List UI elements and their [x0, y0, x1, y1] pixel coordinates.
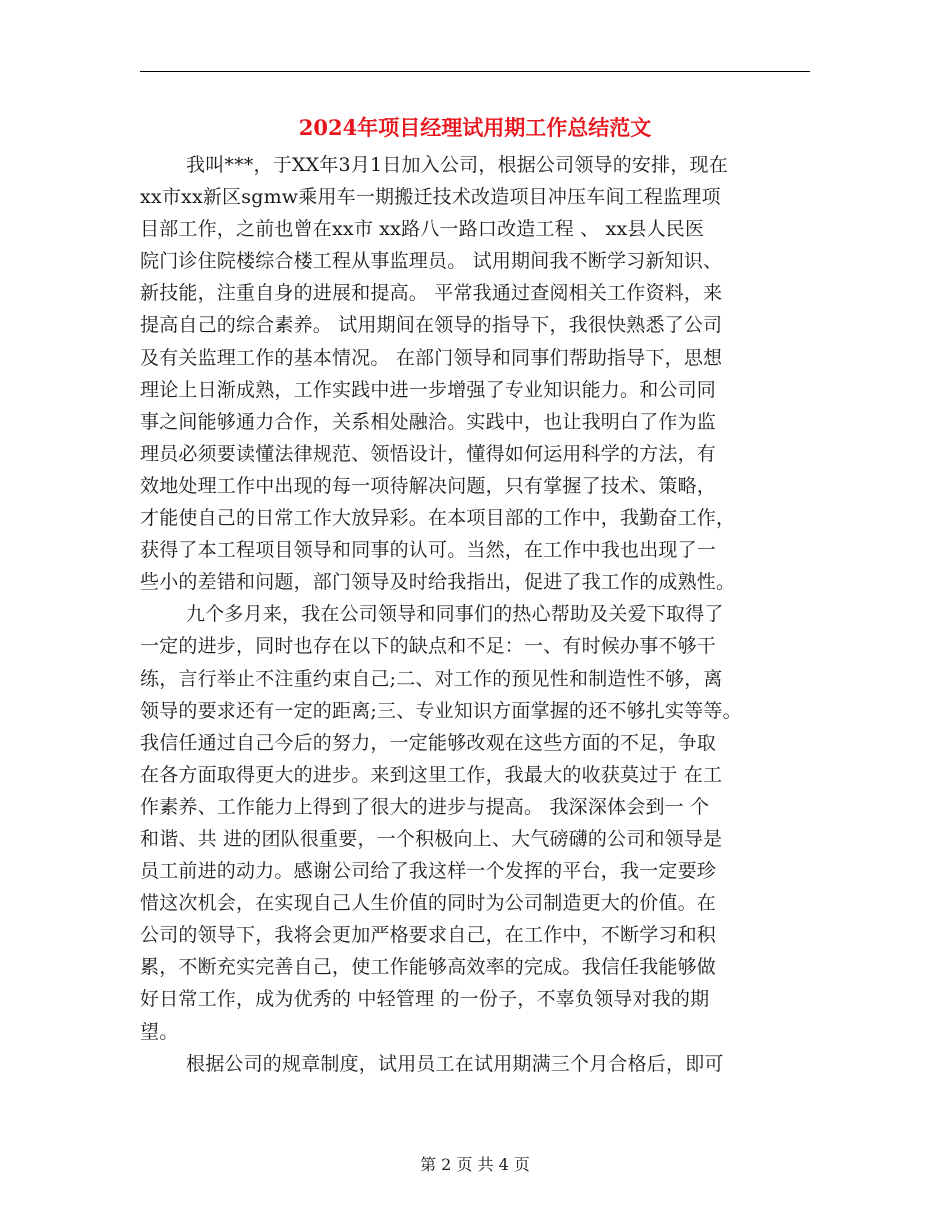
- paragraph-line: 我叫***，于XX年3月1日加入公司，根据公司领导的安排，现在: [186, 154, 728, 176]
- paragraph-line: 在各方面取得更大的进步。来到这里工作，我最大的收获莫过于 在工: [140, 763, 723, 786]
- paragraph-line: 提高自己的综合素养。 试用期间在领导的指导下，我很快熟悉了公司: [140, 314, 723, 337]
- paragraph-line: 我信任通过自己今后的努力，一定能够改观在这些方面的不足，争取: [140, 731, 717, 754]
- paragraph-line: 惜这次机会，在实现自己人生价值的同时为公司制造更大的价值。在: [140, 892, 717, 915]
- paragraph-line: 作素养、工作能力上得到了很大的进步与提高。 我深深体会到一 个: [140, 795, 710, 818]
- paragraph-line: 及有关监理工作的基本情况。 在部门领导和同事们帮助指导下，思想: [140, 346, 723, 369]
- paragraph-line: 九个多月来，我在公司领导和同事们的热心帮助及关爱下取得了: [186, 603, 724, 626]
- paragraph-line: 根据公司的规章制度，试用员工在试用期满三个月合格后，即可: [186, 1052, 724, 1075]
- paragraph-line: 事之间能够通力合作，关系相处融洽。实践中，也让我明白了作为监: [140, 410, 717, 433]
- page-footer: 第 2 页 共 4 页: [420, 1155, 530, 1174]
- paragraph-line: 和谐、共 进的团队很重要，一个积极向上、大气磅礴的公司和领导是: [140, 827, 723, 850]
- paragraph-line: 好日常工作，成为优秀的 中轻管理 的一份子，不辜负领导对我的期: [140, 988, 710, 1011]
- paragraph-line: 院门诊住院楼综合楼工程从事监理员。 试用期间我不断学习新知识、: [140, 250, 723, 273]
- paragraph-line: 些小的差错和问题，部门领导及时给我指出，促进了我工作的成熟性。: [140, 571, 736, 594]
- paragraph-line: 获得了本工程项目领导和同事的认可。当然，在工作中我也出现了一: [140, 539, 717, 562]
- paragraph-line: 才能使自己的日常工作大放异彩。在本项目部的工作中，我勤奋工作，: [140, 507, 736, 530]
- paragraph-line: 望。: [140, 1020, 179, 1043]
- paragraph-line: 领导的要求还有一定的距离;三、专业知识方面掌握的还不够扎实等等。: [140, 699, 742, 722]
- paragraph-line: 新技能，注重自身的进展和提高。 平常我通过查阅相关工作资料，来: [140, 282, 723, 305]
- paragraph-line: 效地处理工作中出现的每一项待解决问题，只有掌握了技术、策略，: [140, 474, 717, 497]
- header-rule: [140, 71, 810, 72]
- paragraph-line: 理论上日渐成熟，工作实践中进一步增强了专业知识能力。和公司同: [140, 378, 717, 401]
- paragraph-line: 员工前进的动力。感谢公司给了我这样一个发挥的平台，我一定要珍: [140, 860, 717, 883]
- paragraph-line: xx市xx新区sgmw乘用车一期搬迁技术改造项目冲压车间工程监理项: [140, 186, 721, 209]
- document-body: [140, 149, 815, 1080]
- paragraph-line: 累，不断充实完善自己，使工作能够高效率的完成。我信任我能够做: [140, 956, 717, 979]
- paragraph-line: 目部工作，之前也曾在xx市 xx路八一路口改造工程 、 xx县人民医: [140, 218, 705, 241]
- document-title: 2024年项目经理试用期工作总结范文: [298, 115, 652, 140]
- paragraph-line: 一定的进步，同时也存在以下的缺点和不足：一、有时候办事不够干: [140, 635, 717, 658]
- paragraph-line: 公司的领导下，我将会更加严格要求自己，在工作中，不断学习和积: [140, 924, 717, 947]
- paragraph-line: 理员必须要读懂法律规范、领悟设计，懂得如何运用科学的方法，有: [140, 442, 717, 465]
- paragraph-line: 练，言行举止不注重约束自己;二、对工作的预见性和制造性不够，离: [140, 667, 723, 690]
